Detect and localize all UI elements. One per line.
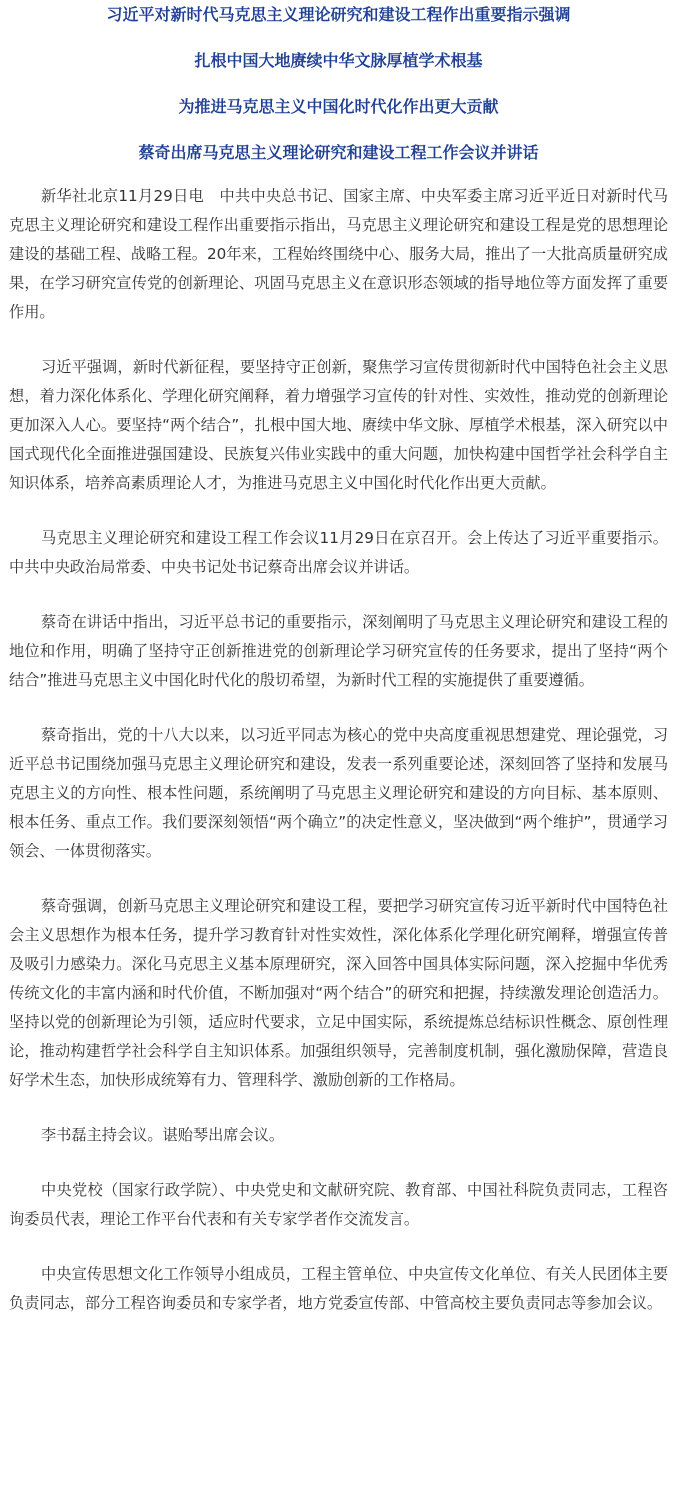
paragraph: 蔡奇在讲话中指出，习近平总书记的重要指示，深刻阐明了马克思主义理论研究和建设工程的地位和作用，明确了坚持守正创新推进党的创新理论学习研究宣传的任务要求，提出了坚持“两个结合”推进马克思主义中国化时代化的殷切希望，为新时代工程的实施提供了重要遵循。 xyxy=(9,613,668,689)
paragraph: 蔡奇强调，创新马克思主义理论研究和建设工程，要把学习研究宣传习近平新时代中国特色社会主义思想作为根本任务，提升学习教育针对性实效性，深化体系化学理化研究阐释，增强宣传普及吸引力感染力。深化马克思主义基本原理研究，深入回答中国具体实际问题，深入挖掘中华优秀传统文化的丰富内涵和时代价值，不断加强对“两个结合”的研究和把握，持续激发理论创造活力。坚持以党的创新理论为引领，适应时代要求，立足中国实际，系统提炼总结标识性概念、原创性理论，推动构建哲学社会科学自主知识体系。加强组织领导，完善制度机制，强化激励保障，营造良好学术生态，加快形成统筹有力、管理科学、激励创新的工作格局。 xyxy=(9,897,668,1089)
headline-subtitle-2: 为推进马克思主义中国化时代化作出更大贡献 xyxy=(178,97,499,116)
paragraph: 中央宣传思想文化工作领导小组成员，工程主管单位、中央宣传文化单位、有关人民团体主要负责同志，部分工程咨询委员和专家学者，地方党委宣传部、中管高校主要负责同志等参加会议。 xyxy=(9,1265,668,1312)
paragraph: 李书磊主持会议。谌贻琴出席会议。 xyxy=(41,1126,284,1144)
paragraph-dateline: 新华社北京11月29日电 中共中央总书记、国家主席、中央军委主席习近平近日对新时代马克思主义理论研究和建设工程作出重要指示指出，马克思主义理论研究和建设工程是党的思想理论建设的基础工程、战略工程。20年来，工程始终围绕中心、服务大局，推出了一大批高质量研究成果，在学习研究宣传党的创新理论、巩固马克思主义在意识形态领域的指导地位等方面发挥了重要作用。 xyxy=(9,187,668,321)
paragraph: 马克思主义理论研究和建设工程工作会议11月29日在京召开。会上传达了习近平重要指示。中共中央政治局常委、中央书记处书记蔡奇出席会议并讲话。 xyxy=(9,529,668,576)
headline-subtitle-1: 扎根中国大地赓续中华文脉厚植学术根基 xyxy=(194,51,483,70)
headline-subtitle-3: 蔡奇出席马克思主义理论研究和建设工程工作会议并讲话 xyxy=(138,143,539,162)
headline-main: 习近平对新时代马克思主义理论研究和建设工程作出重要指示强调 xyxy=(106,5,571,24)
paragraph: 中央党校（国家行政学院）、中央党史和文献研究院、教育部、中国社科院负责同志，工程咨询委员代表，理论工作平台代表和有关专家学者作交流发言。 xyxy=(9,1181,668,1228)
paragraph: 蔡奇指出，党的十八大以来，以习近平同志为核心的党中央高度重视思想建党、理论强党，习近平总书记围绕加强马克思主义理论研究和建设，发表一系列重要论述，深刻回答了坚持和发展马克思主义的方向性、根本性问题，系统阐明了马克思主义理论研究和建设的方向目标、基本原则、根本任务、重点工作。我们要深刻领悟“两个确立”的决定性意义，坚决做到“两个维护”，贯通学习领会、一体贯彻落实。 xyxy=(9,726,668,860)
headline-block xyxy=(0,0,677,164)
paragraph: 习近平强调，新时代新征程，要坚持守正创新，聚焦学习宣传贯彻新时代中国特色社会主义思想，着力深化体系化、学理化研究阐释，着力增强学习宣传的针对性、实效性，推动党的创新理论更加深入人心。要坚持“两个结合”，扎根中国大地、赓续中华文脉、厚植学术根基，深入研究以中国式现代化全面推进强国建设、民族复兴伟业实践中的重大问题，加快构建中国哲学社会科学自主知识体系，培养高素质理论人才，为推进马克思主义中国化时代化作出更大贡献。 xyxy=(9,358,668,492)
article-body xyxy=(0,182,677,1318)
